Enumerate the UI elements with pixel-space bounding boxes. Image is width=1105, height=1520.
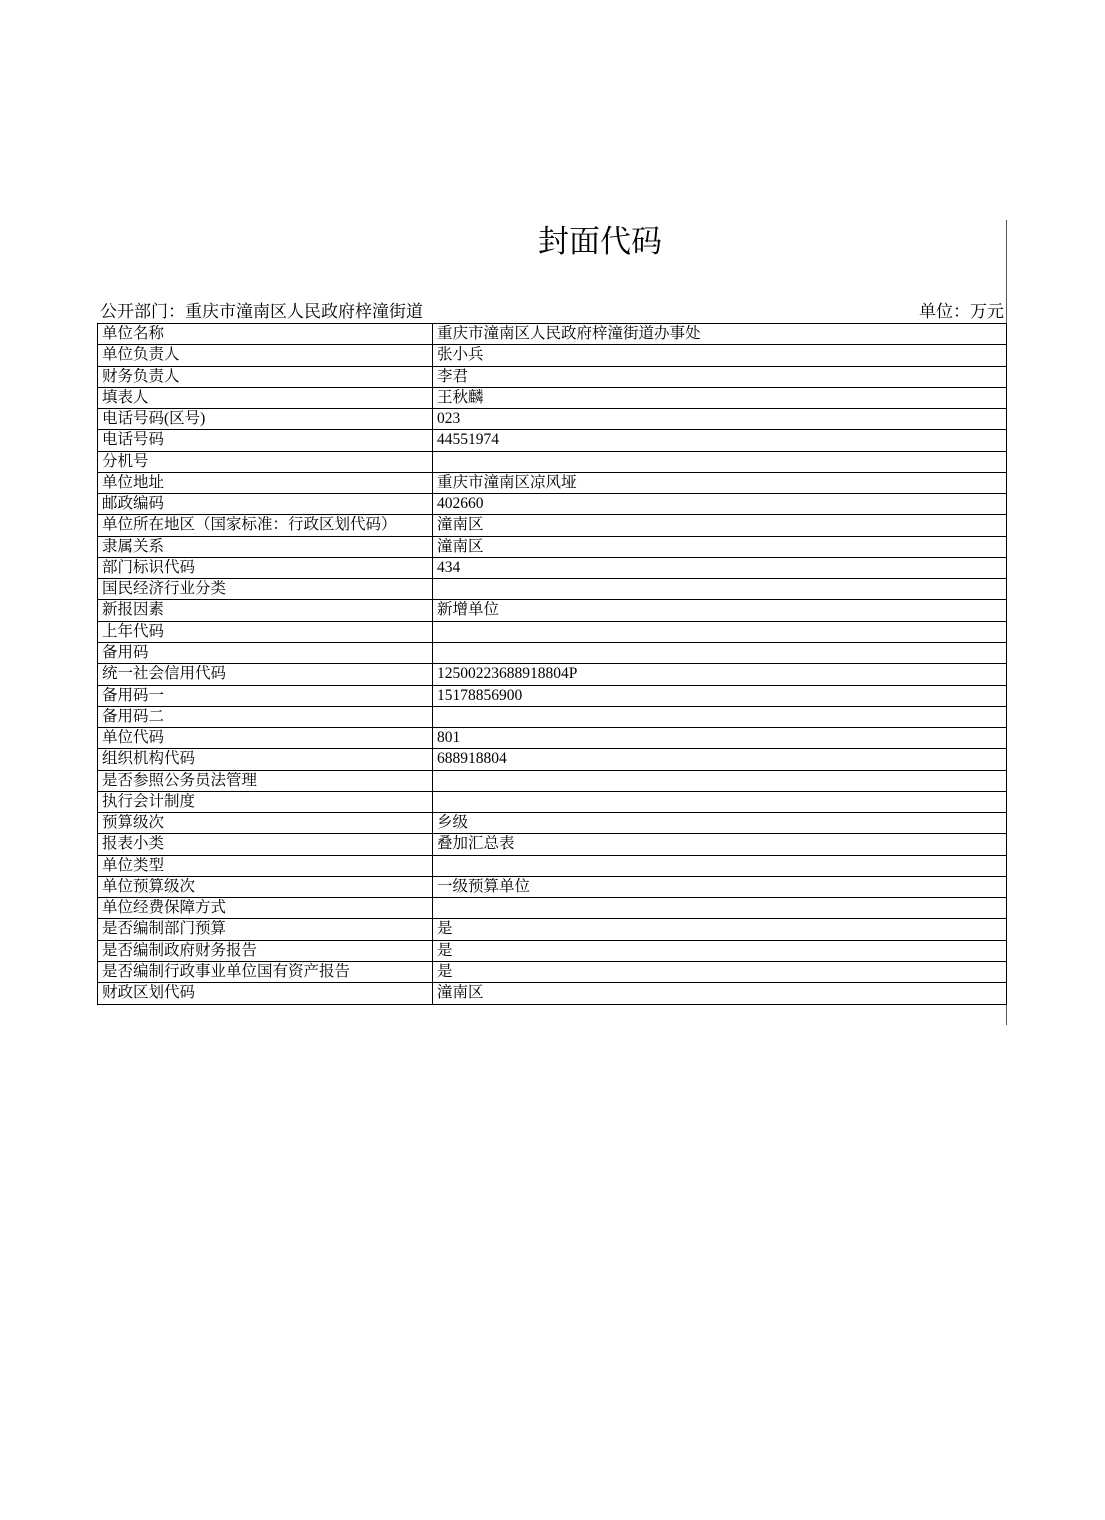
row-value: 是: [433, 919, 1007, 939]
row-value: 潼南区: [433, 515, 1007, 535]
row-value: [433, 643, 1007, 663]
table-row: [98, 452, 1007, 473]
table-row: [98, 856, 1007, 877]
table-row: [98, 388, 1007, 409]
row-label: 组织机构代码: [98, 749, 433, 769]
row-label: 单位代码: [98, 728, 433, 748]
row-value: 潼南区: [433, 537, 1007, 557]
row-value: 王秋麟: [433, 388, 1007, 408]
row-label: 新报因素: [98, 600, 433, 620]
row-value: 叠加汇总表: [433, 834, 1007, 854]
row-value: 重庆市潼南区人民政府梓潼街道办事处: [433, 324, 1007, 344]
row-value: [433, 579, 1007, 599]
row-label: 部门标识代码: [98, 558, 433, 578]
table-row: [98, 473, 1007, 494]
row-label: 国民经济行业分类: [98, 579, 433, 599]
cover-code-table: [97, 323, 1007, 1005]
row-value: [433, 856, 1007, 876]
row-value: [433, 622, 1007, 642]
row-label: 单位负责人: [98, 345, 433, 365]
table-row: [98, 983, 1007, 1004]
row-value: 402660: [433, 494, 1007, 514]
row-value: 023: [433, 409, 1007, 429]
row-label: 上年代码: [98, 622, 433, 642]
row-label: 单位经费保障方式: [98, 898, 433, 918]
table-row: [98, 409, 1007, 430]
row-label: 财政区划代码: [98, 983, 433, 1003]
row-label: 填表人: [98, 388, 433, 408]
row-label: 邮政编码: [98, 494, 433, 514]
table-row: [98, 813, 1007, 834]
table-row: [98, 664, 1007, 685]
table-row: [98, 728, 1007, 749]
table-row: [98, 579, 1007, 600]
form-header: [100, 302, 1004, 322]
row-value: 一级预算单位: [433, 877, 1007, 897]
row-value: [433, 707, 1007, 727]
table-row: [98, 792, 1007, 813]
table-row: [98, 558, 1007, 579]
table-row: [98, 345, 1007, 366]
row-label: 电话号码: [98, 430, 433, 450]
row-value: 乡级: [433, 813, 1007, 833]
row-value: [433, 771, 1007, 791]
row-value: 801: [433, 728, 1007, 748]
row-label: 备用码二: [98, 707, 433, 727]
table-row: [98, 771, 1007, 792]
page-title: 封面代码: [538, 224, 662, 260]
row-label: 单位所在地区（国家标准：行政区划代码）: [98, 515, 433, 535]
row-label: 报表小类: [98, 834, 433, 854]
table-row: [98, 515, 1007, 536]
row-label: 财务负责人: [98, 367, 433, 387]
table-row: [98, 707, 1007, 728]
table-row: [98, 430, 1007, 451]
table-row: [98, 898, 1007, 919]
row-value: 是: [433, 941, 1007, 961]
table-row: [98, 600, 1007, 621]
row-value: 44551974: [433, 430, 1007, 450]
row-value: 新增单位: [433, 600, 1007, 620]
row-label: 是否编制部门预算: [98, 919, 433, 939]
row-label: 单位地址: [98, 473, 433, 493]
row-label: 分机号: [98, 452, 433, 472]
row-label: 是否编制政府财务报告: [98, 941, 433, 961]
table-row: [98, 537, 1007, 558]
row-value: 12500223688918804P: [433, 664, 1007, 684]
row-label: 是否参照公务员法管理: [98, 771, 433, 791]
unit-label: 单位：万元: [919, 302, 1004, 321]
table-row: [98, 749, 1007, 770]
row-label: 是否编制行政事业单位国有资产报告: [98, 962, 433, 982]
row-label: 单位名称: [98, 324, 433, 344]
table-row: [98, 367, 1007, 388]
department-label: 公开部门：重庆市潼南区人民政府梓潼街道: [100, 302, 423, 321]
row-value: 15178856900: [433, 686, 1007, 706]
row-value: 是: [433, 962, 1007, 982]
table-row: [98, 622, 1007, 643]
table-row: [98, 962, 1007, 983]
row-value: 潼南区: [433, 983, 1007, 1003]
row-value: 张小兵: [433, 345, 1007, 365]
row-label: 单位预算级次: [98, 877, 433, 897]
row-label: 统一社会信用代码: [98, 664, 433, 684]
table-row: [98, 324, 1007, 345]
row-label: 隶属关系: [98, 537, 433, 557]
row-label: 执行会计制度: [98, 792, 433, 812]
row-value: [433, 898, 1007, 918]
table-row: [98, 919, 1007, 940]
row-value: 434: [433, 558, 1007, 578]
row-label: 单位类型: [98, 856, 433, 876]
table-row: [98, 834, 1007, 855]
row-value: 重庆市潼南区凉风垭: [433, 473, 1007, 493]
table-row: [98, 941, 1007, 962]
table-row: [98, 686, 1007, 707]
row-label: 电话号码(区号): [98, 409, 433, 429]
row-label: 预算级次: [98, 813, 433, 833]
row-value: [433, 792, 1007, 812]
row-label: 备用码: [98, 643, 433, 663]
row-value: 688918804: [433, 749, 1007, 769]
table-row: [98, 877, 1007, 898]
table-row: [98, 494, 1007, 515]
table-row: [98, 643, 1007, 664]
row-label: 备用码一: [98, 686, 433, 706]
row-value: 李君: [433, 367, 1007, 387]
row-value: [433, 452, 1007, 472]
